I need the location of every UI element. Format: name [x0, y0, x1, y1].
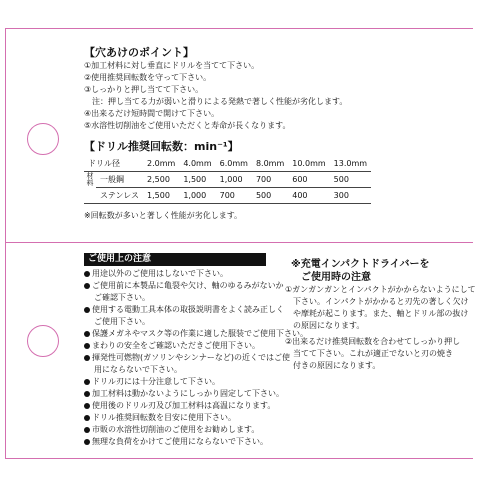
table-row	[84, 172, 371, 188]
impact-note-2-cont: 付きの原因になります。	[285, 361, 381, 370]
diameter-cell: 6.0mm	[216, 156, 252, 172]
caution-item: ご使用前に本製品に亀裂や欠け、軸のゆるみがないか	[84, 280, 284, 292]
impact-note-2-cont: 当てて下さい。これが適正でないと刃の焼き	[285, 349, 453, 358]
speed-cell: 400	[288, 188, 329, 204]
speed-cell: 1,000	[179, 188, 215, 204]
impact-driver-title-line2: ご使用時の注意	[301, 272, 371, 283]
caution-item: 用途以外のご使用はしないで下さい。	[84, 268, 228, 280]
caution-item-cont: 用にならないで下さい。	[94, 365, 182, 374]
caution-item: ドリル推奨回転数を目安に使用下さい。	[84, 412, 236, 424]
hang-hole-bottom	[27, 325, 59, 357]
caution-item-cont: ご使用下さい。	[94, 317, 150, 326]
bullet-icon	[84, 403, 90, 409]
bullet-icon	[84, 283, 90, 289]
material-name: 一般鋼	[96, 172, 143, 188]
impact-note-1: ①ガンガンガンとインパクトがかからないようにして	[285, 285, 476, 294]
speed-cell: 500	[252, 188, 288, 204]
speed-cell: 1,000	[216, 172, 252, 188]
diameter-cell: 8.0mm	[252, 156, 288, 172]
caution-item: 加工材料は動かないようにしっかり固定して下さい。	[84, 388, 284, 400]
speed-cell: 2,500	[143, 172, 179, 188]
speed-cell: 1,500	[179, 172, 215, 188]
speed-cell: 600	[288, 172, 329, 188]
bullet-icon	[84, 379, 90, 385]
hang-hole-top	[27, 123, 59, 155]
drilling-point-5: ⑤水溶性切削油をご使用いただくと寿命が長くなります。	[84, 121, 291, 130]
diameter-label: ドリル径	[84, 156, 143, 172]
diameter-cell: 13.0mm	[330, 156, 371, 172]
speed-note: ※回転数が多いと著しく性能が劣化します。	[84, 211, 243, 220]
caution-title: ご使用上の注意	[84, 253, 266, 266]
drilling-point-3: ③しっかりと押し当てて下さい。	[84, 85, 204, 94]
speed-table	[84, 156, 371, 204]
bullet-icon	[84, 355, 90, 361]
bullet-icon	[84, 415, 90, 421]
caution-item: 使用する電動工具本体の取扱説明書をよく読み正しく	[84, 304, 284, 316]
drilling-points-title: 【穴あけのポイント】	[84, 46, 194, 59]
impact-driver-title-line1: ※充電インパクトドライバーを	[291, 259, 430, 270]
speed-cell: 500	[330, 172, 371, 188]
material-name: ステンレス	[96, 188, 143, 204]
caution-item: 使用後のドリル刃及び加工材料は高温になります。	[84, 400, 275, 412]
bullet-icon	[84, 307, 90, 313]
caution-item: ドリル刃には十分注意して下さい。	[84, 376, 220, 388]
bullet-icon	[84, 343, 90, 349]
bullet-icon	[84, 391, 90, 397]
speed-cell: 300	[330, 188, 371, 204]
bullet-icon	[84, 427, 90, 433]
impact-note-1-cont: の原因になります。	[285, 321, 365, 330]
speed-table-title: 【ドリル推奨回転数：min⁻¹】	[84, 140, 239, 153]
caution-item-cont: ご確認下さい。	[94, 293, 150, 302]
caution-item: 揮発性可燃物(ガソリンやシンナーなど)の近くではご使	[84, 352, 290, 364]
speed-cell: 700	[216, 188, 252, 204]
speed-cell: 1,500	[143, 188, 179, 204]
caution-item: まわりの安全をご確認いただきご使用下さい。	[84, 340, 260, 352]
caution-item: 保護メガネやマスク等の作業に適した服装でご使用下さい。	[84, 328, 308, 340]
caution-item: 無理な負荷をかけてご使用にならないで下さい。	[84, 436, 268, 448]
diameter-cell: 2.0mm	[143, 156, 179, 172]
bullet-icon	[84, 439, 90, 445]
drilling-point-3-note: 注：押し当てる力が弱いと滑りによる発熱で著しく性能が劣化します。	[84, 97, 348, 106]
diameter-cell: 4.0mm	[179, 156, 215, 172]
drilling-point-1: ①加工材料に対し垂直にドリルを当てて下さい。	[84, 61, 260, 70]
diameter-cell: 10.0mm	[288, 156, 329, 172]
impact-note-2: ②出来るだけ推奨回転数を合わせてしっかり押し	[285, 337, 461, 346]
impact-note-1-cont: 下さい。インパクトがかかると刃先の著しく欠け	[285, 297, 469, 306]
bullet-icon	[84, 331, 90, 337]
bullet-icon	[84, 271, 90, 277]
impact-note-1-cont: や摩耗が起こります。また、軸とドリル部の抜け	[285, 309, 469, 318]
table-row	[84, 188, 371, 204]
drilling-point-4: ④出来るだけ短時間で開けて下さい。	[84, 109, 220, 118]
speed-cell: 700	[252, 172, 288, 188]
material-label: 材料	[84, 172, 96, 204]
drilling-point-2: ②使用推奨回転数を守って下さい。	[84, 73, 212, 82]
table-header-row	[84, 156, 371, 172]
caution-item: 市販の水溶性切削油のご使用をお勧めします。	[84, 424, 259, 436]
